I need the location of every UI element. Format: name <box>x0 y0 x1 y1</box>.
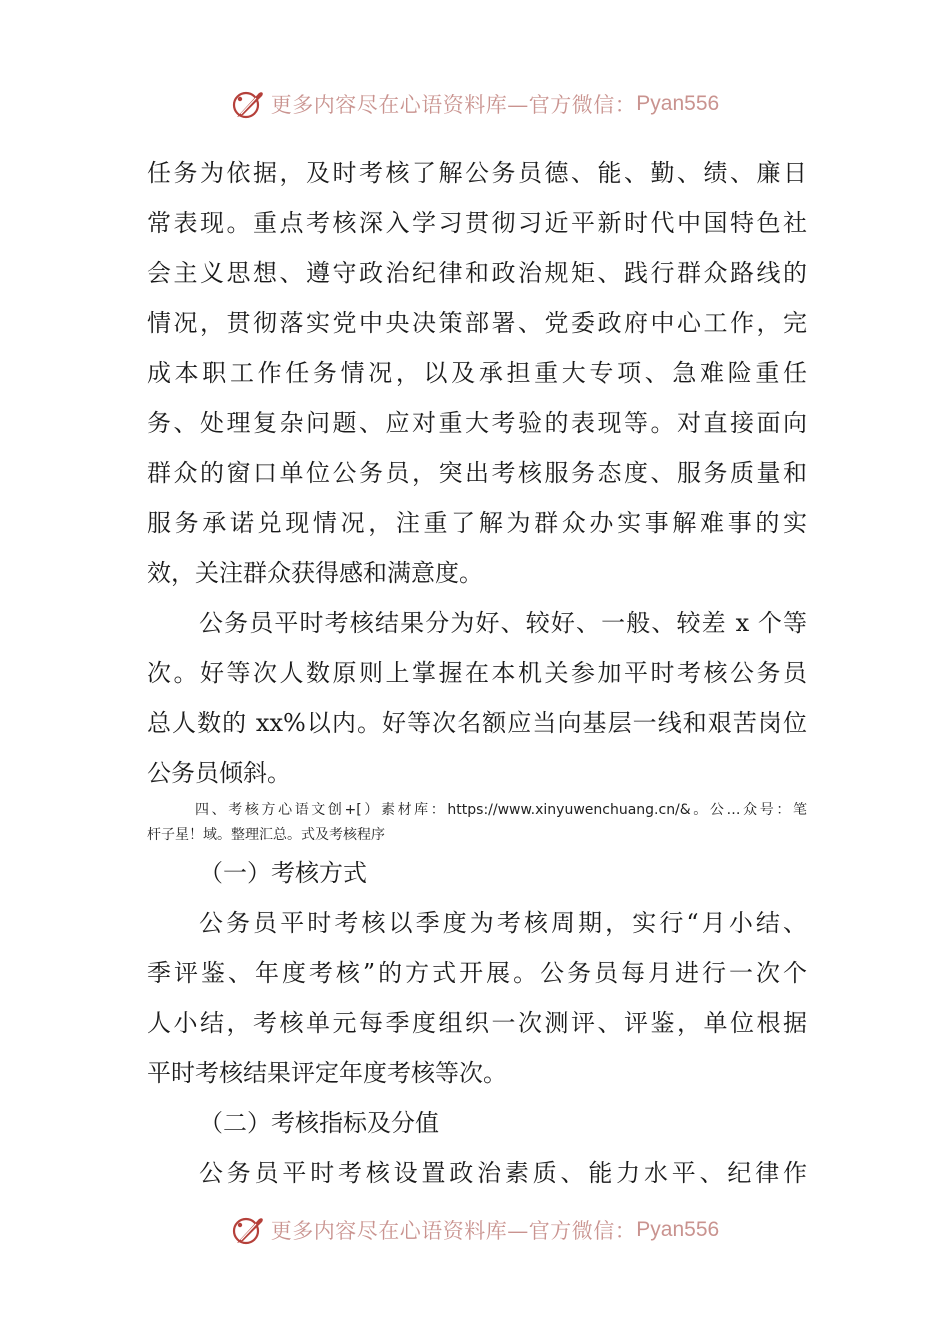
paragraph-line: 效，关注群众获得感和满意度。 <box>147 559 483 587</box>
paragraph-line: 公务员倾斜。 <box>147 759 291 787</box>
banner-text: 更多内容尽在心语资料库—官方微信： <box>270 1219 637 1243</box>
paragraph-line: 公务员平时考核设置政治素质、能力水平、纪律作 <box>199 1159 807 1187</box>
paragraph-line: 次。好等次人数原则上掌握在本机关参加平时考核公务员 <box>147 659 807 687</box>
subheading-indicators: （二）考核指标及分值 <box>199 1109 439 1137</box>
paragraph-line: 务、处理复杂问题、应对重大考验的表现等。对直接面向 <box>147 409 807 437</box>
subheading-method: （一）考核方式 <box>199 859 367 887</box>
header-watermark-banner <box>0 82 950 126</box>
footer-watermark-banner <box>0 1208 950 1252</box>
paragraph-line: 常表现。重点考核深入学习贯彻习近平新时代中国特色社 <box>147 209 807 237</box>
paragraph-line: 成本职工作任务情况，以及承担重大专项、急难险重任 <box>147 359 807 387</box>
document-body <box>147 148 807 1198</box>
section-heading-garbled: 四、考核方心语文创+[）素材库：https://www.xinyuwenchuang.cn/&。公…众号：笔 <box>195 802 807 818</box>
quill-pen-logo-icon <box>231 87 265 121</box>
paragraph-line: 服务承诺兑现情况，注重了解为群众办实事解难事的实 <box>147 509 807 537</box>
paragraph-line: 情况，贯彻落实党中央决策部署、党委政府中心工作，完 <box>147 309 807 337</box>
paragraph-line: 季评鉴、年度考核”的方式开展。公务员每月进行一次个 <box>147 959 807 987</box>
paragraph-line: 任务为依据，及时考核了解公务员德、能、勤、绩、廉日 <box>147 159 807 187</box>
section-heading-garbled-cont: 杆子星！域。整理汇总。式及考核程序 <box>147 827 385 843</box>
paragraph-line: 公务员平时考核结果分为好、较好、一般、较差 x 个等 <box>199 609 807 637</box>
paragraph-line: 人小结，考核单元每季度组织一次测评、评鉴，单位根据 <box>147 1009 807 1037</box>
banner-wechat-id: Pyan556 <box>636 1218 720 1241</box>
paragraph-line: 群众的窗口单位公务员，突出考核服务态度、服务质量和 <box>147 459 807 487</box>
banner-wechat-id: Pyan556 <box>636 92 720 115</box>
quill-pen-logo-icon <box>231 1213 265 1247</box>
paragraph-line: 平时考核结果评定年度考核等次。 <box>147 1059 507 1087</box>
banner-text: 更多内容尽在心语资料库—官方微信： <box>270 93 637 117</box>
paragraph-line: 会主义思想、遵守政治纪律和政治规矩、践行群众路线的 <box>147 259 807 287</box>
paragraph-line: 总人数的 xx%以内。好等次名额应当向基层一线和艰苦岗位 <box>147 709 807 737</box>
paragraph-line: 公务员平时考核以季度为考核周期，实行“月小结、 <box>199 909 807 937</box>
